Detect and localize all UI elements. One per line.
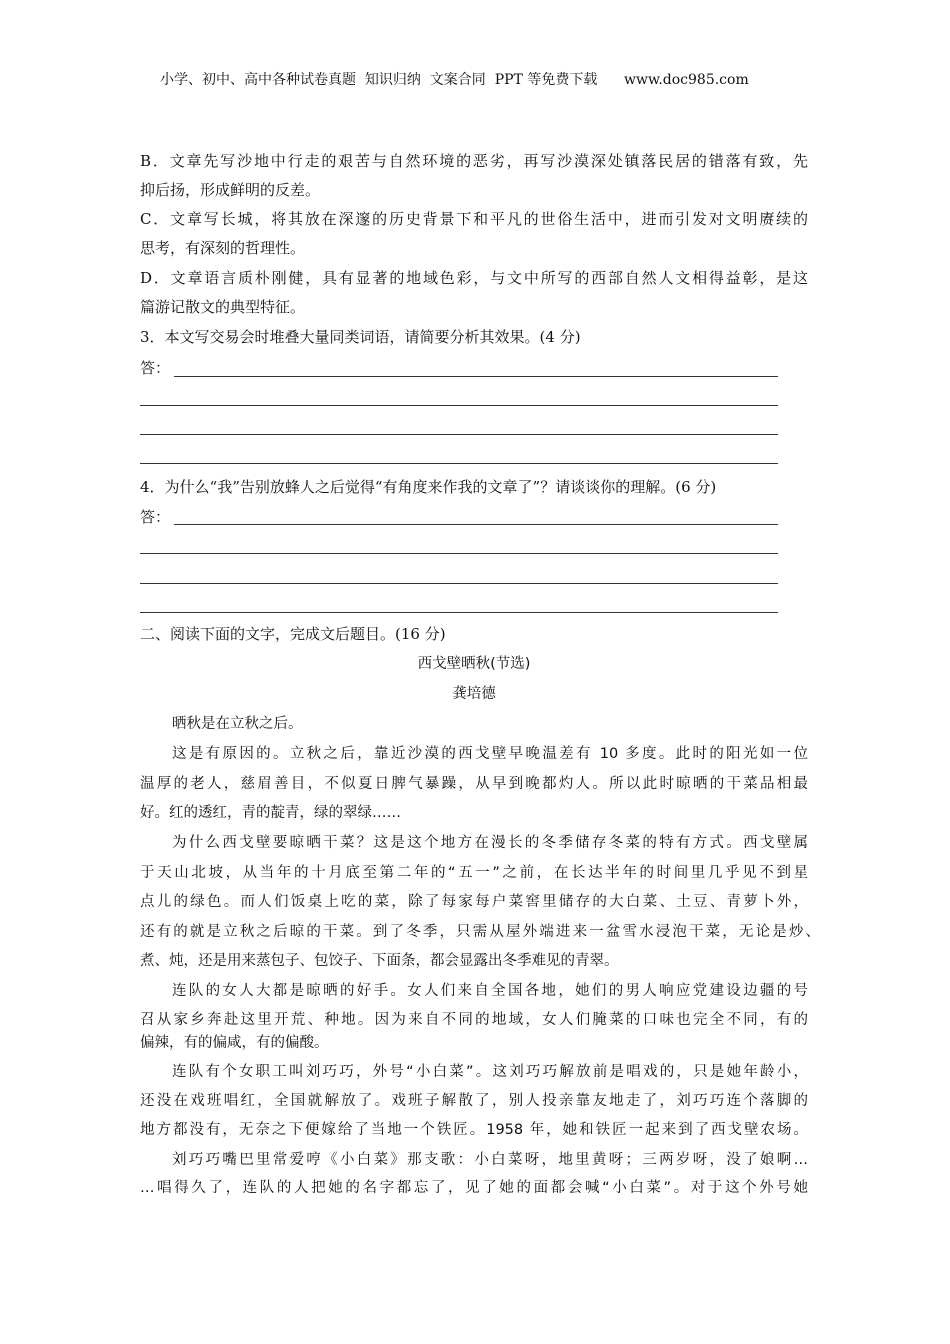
paragraph-line: 这是有原因的。立秋之后，靠近沙漠的西戈壁早晚温差有 10 多度。此时的阳光如一位 [172,746,808,762]
paragraph-line: 地方都没有，无奈之下便嫁给了当地一个铁匠。1958 年，她和铁匠一起来到了西戈壁农场。 [140,1122,808,1138]
paragraph-line: 温厚的老人，慈眉善目，不似夏日脾气暴躁，从早到晚都灼人。所以此时晾晒的干菜品相最 [140,776,808,792]
answer-label-4: 答： [140,508,171,526]
question-4: 4．为什么“我”告别放蜂人之后觉得“有角度来作我的文章了”？请谈谈你的理解。(6 分) [140,478,717,496]
option-b-line2: 抑后扬，形成鲜明的反差。 [140,181,321,199]
option-c-line1: C．文章写长城，将其放在深邃的历史背景下和平凡的世俗生活中，进而引发对文明赓续的 [140,210,808,228]
option-b-line1: B．文章先写沙地中行走的艰苦与自然环境的恶劣，再写沙漠深处镇落民居的错落有致，先 [140,152,808,170]
option-d-line2: 篇游记散文的典型特征。 [140,298,306,316]
paragraph-line: 召从家乡奔赴这里开荒、种地。因为来自不同的地域，女人们腌菜的口味也完全不同，有的 [140,1012,808,1028]
answer-line[interactable] [140,405,778,406]
paragraph-line: 还没在戏班唱红，全国就解放了。戏班子解散了，别人投亲靠友地走了，刘巧巧连个落脚的 [140,1093,808,1109]
section-2-heading: 二、阅读下面的文字，完成文后题目。(16 分) [140,625,446,643]
paragraph-line: 连队有个女职工叫刘巧巧，外号“小白菜”。这刘巧巧解放前是唱戏的，只是她年龄小， [172,1064,808,1080]
paragraph-line: 连队的女人大都是晾晒的好手。女人们来自全国各地，她们的男人响应党建设边疆的号 [172,983,808,999]
article-author: 龚培德 [452,686,496,702]
option-d-line1: D．文章语言质朴刚健，具有显著的地域色彩，与文中所写的西部自然人文相得益彰，是这 [140,269,808,287]
paragraph-line: …唱得久了，连队的人把她的名字都忘了，见了她的面都会喊“小白菜”。对于这个外号她 [140,1180,808,1196]
question-3: 3．本文写交易会时堆叠大量同类词语，请简要分析其效果。(4 分) [140,328,581,346]
paragraph-line: 偏辣，有的偏咸，有的偏酸。 [140,1035,329,1051]
paragraph-line: 还有的就是立秋之后晾的干菜。到了冬季，只需从屋外端进来一盆雪水浸泡干菜，无论是炒、 [140,924,820,940]
article-title: 西戈壁晒秋(节选) [417,656,531,672]
paragraph-line: 点儿的绿色。而人们饭桌上吃的菜，除了每家每户菜窖里储存的大白菜、土豆、青萝卜外， [140,894,808,910]
paragraph-line: 好。红的透红，青的靛青，绿的翠绿…… [140,805,401,821]
answer-line[interactable] [174,524,778,525]
paragraph-line: 为什么西戈壁要晾晒干菜？这是这个地方在漫长的冬季储存冬菜的特有方式。西戈壁属 [172,835,808,851]
paragraph-line: 刘巧巧嘴巴里常爱哼《小白菜》那支歌：小白菜呀，地里黄呀；三两岁呀，没了娘啊… [172,1152,808,1168]
answer-label-3: 答： [140,359,171,377]
page-header: 小学、初中、高中各种试卷真题 知识归纳 文案合同 PPT 等免费下载 www.doc985.com [160,72,749,88]
option-c-line2: 思考，有深刻的哲理性。 [140,239,306,257]
answer-line[interactable] [140,553,778,554]
paragraph-line: 煮、炖，还是用来蒸包子、包饺子、下面条，都会显露出冬季难见的青翠。 [140,953,619,969]
answer-line[interactable] [174,376,778,377]
answer-line[interactable] [140,612,778,613]
answer-line[interactable] [140,434,778,435]
paragraph-line: 晒秋是在立秋之后。 [172,716,303,732]
answer-line[interactable] [140,583,778,584]
paragraph-line: 于天山北坡，从当年的十月底至第二年的“五一”之前，在长达半年的时间里几乎见不到星 [140,865,808,881]
answer-line[interactable] [140,463,778,464]
